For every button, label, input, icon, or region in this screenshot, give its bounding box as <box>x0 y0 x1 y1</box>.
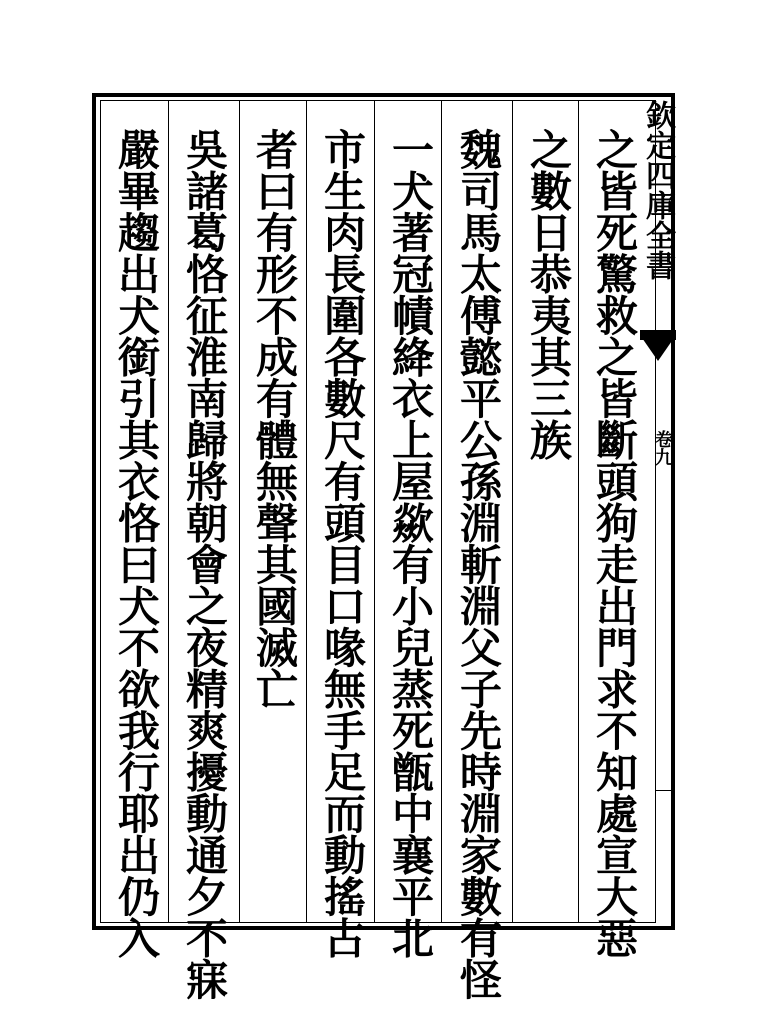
text-column-6: 者曰有形不成有體無聲其國滅亡 <box>250 128 299 709</box>
column-rule <box>374 100 375 923</box>
column-rule <box>306 100 307 923</box>
text-column-2: 之數日恭夷其三族 <box>524 128 573 460</box>
text-column-7: 吳諸葛恪征淮南歸將朝會之夜精爽擾動通夕不寐 <box>180 128 229 1000</box>
text-column-5: 市生肉長圍各數尺有頭目口喙無手足而動搖占 <box>318 128 367 958</box>
column-rule <box>578 100 579 923</box>
margin-tick <box>656 790 671 791</box>
column-rule <box>168 100 169 923</box>
text-column-4: 一犬著冠幘絳衣上屋歘有小兒蒸死甑中襄平北 <box>386 128 435 958</box>
column-rule <box>239 100 240 923</box>
chapter-label: 卷九 <box>652 430 673 466</box>
text-column-8: 嚴畢趨出犬銜引其衣恪曰犬不欲我行耶出仍入 <box>112 128 161 958</box>
text-column-3: 魏司馬太傅懿平公孫淵斬淵父子先時淵家數有怪 <box>454 128 503 1000</box>
fish-tail-mark <box>640 335 676 361</box>
book-title: 欽定四庫全書 <box>640 100 675 280</box>
column-rule <box>441 100 442 923</box>
text-column-1: 之皆死驚救之皆斷頭狗走出門求不知處宣大惡 <box>590 128 639 958</box>
column-rule <box>512 100 513 923</box>
